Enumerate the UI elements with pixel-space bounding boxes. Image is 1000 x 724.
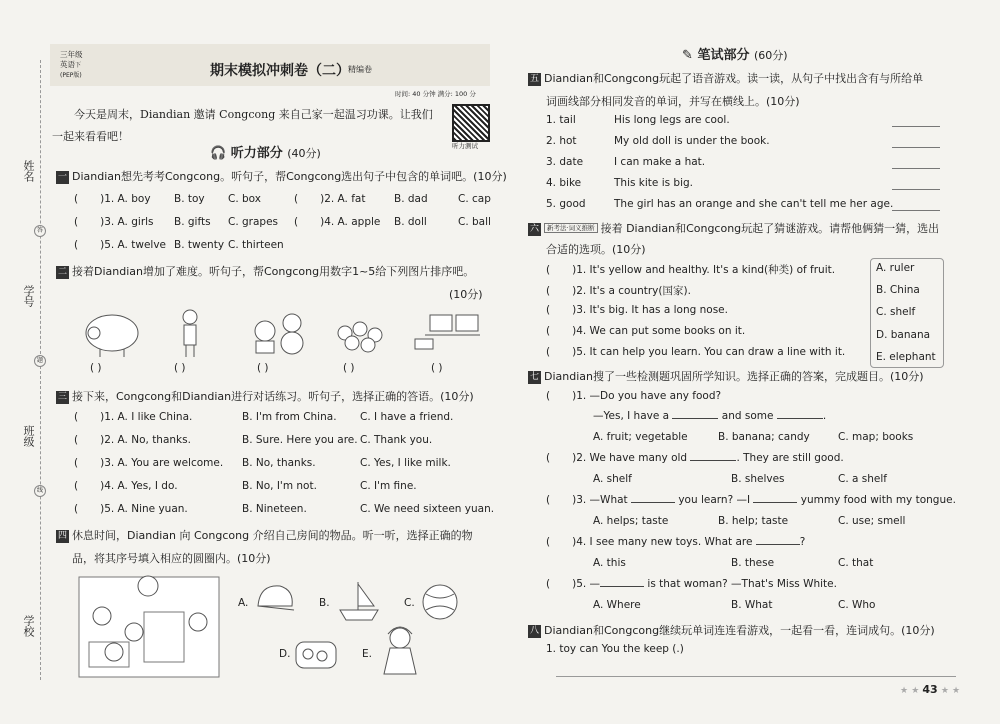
option-label: E. — [362, 648, 372, 660]
question-row: ( )4. A. apple B. doll C. ball — [294, 216, 491, 228]
answer-line[interactable] — [892, 126, 940, 127]
cap-icon — [254, 580, 298, 620]
phonics-sentence: I can make a hat. — [614, 156, 706, 168]
bedroom-illustration — [74, 572, 224, 682]
intro-paragraph: 今天是周末，Diandian 邀请 Congcong 来自己家一起温习功课。让我们一起来看看吧！ — [52, 108, 433, 143]
option-label: D. — [279, 648, 291, 660]
section-3-heading: 三 接下来，Congcong和Diandian进行对话练习。听句子，选择正确的答语。(10分) — [57, 390, 474, 403]
phonics-word: 1. tail — [546, 114, 576, 126]
time-score: 时间: 40 分钟 满分: 100 分 — [395, 90, 476, 98]
option-item: B. China — [876, 284, 920, 296]
mc-option: B. shelves — [731, 473, 785, 485]
option-item: E. elephant — [876, 351, 936, 363]
seal-mark: 答 — [34, 225, 46, 237]
answer-paren[interactable]: ( ) — [174, 362, 186, 374]
qr-label: 听力测试 — [452, 142, 478, 150]
riddle-row: ( )1. It's yellow and healthy. It's a kind(种类) of fruit. — [546, 264, 836, 276]
section-2-heading: 二 接着Diandian增加了难度。听句子，帮Congcong用数字1~5给下列图片排序吧。 — [57, 265, 475, 278]
doll-icon — [380, 624, 420, 680]
riddle-row: ( )4. We can put some books on it. — [546, 325, 746, 337]
doll-and-bear-icon — [255, 314, 303, 354]
mc-option: C. use; smell — [838, 515, 906, 527]
phonics-sentence: His long legs are cool. — [614, 114, 730, 126]
mc-option: A. helps; taste — [593, 515, 669, 527]
mc-question: ( )5. — is that woman? —That's Miss White. — [546, 578, 837, 590]
phonics-word: 5. good — [546, 198, 586, 210]
mc-option: A. this — [593, 557, 626, 569]
option-item: C. shelf — [876, 306, 916, 318]
answer-paren[interactable]: ( ) — [431, 362, 443, 374]
picture-row — [80, 305, 480, 360]
option-label: C. — [404, 597, 415, 609]
word-order-question: 1. toy can You the keep (.) — [546, 643, 684, 655]
answer-paren[interactable]: ( ) — [257, 362, 269, 374]
girl-icon — [183, 310, 197, 357]
mc-question: ( )1. —Do you have any food? — [546, 390, 722, 402]
question-row: ( )3. A. You are welcome. B. No, thanks. C. Yes, I like milk. — [74, 457, 451, 469]
new-question-tag: 新考法·词义推断 — [544, 223, 598, 233]
mc-option: B. these — [731, 557, 775, 569]
number-label: 学号 — [22, 285, 35, 307]
boat-icon — [334, 578, 384, 624]
question-row: ( )2. A. fat B. dad C. cap — [294, 193, 491, 205]
section-6-heading: 六 新考法·词义推断 接着 Diandian和Congcong玩起了猜谜游戏。请帮他俩猜一猜，选出 — [529, 222, 940, 235]
section-1-heading: 一 Diandian想先考考Congcong。听句子，帮Congcong选出句子中包含的单词吧。(10分) — [57, 170, 507, 183]
mc-option: C. Who — [838, 599, 876, 611]
phonics-sentence: This kite is big. — [614, 177, 694, 189]
section-6-heading-cont: 合适的选项。(10分) — [546, 243, 646, 256]
mc-option: A. shelf — [593, 473, 632, 485]
question-row: ( )1. A. boy B. toy C. box — [74, 193, 261, 205]
seal-mark: 题 — [34, 355, 46, 367]
question-row: ( )3. A. girls B. gifts C. grapes — [74, 216, 279, 228]
qr-code-icon[interactable] — [452, 104, 490, 142]
mc-question-cont: —Yes, I have a and some . — [593, 410, 827, 422]
section-4-heading-cont: 品，将其序号填入相应的圆圈内。(10分) — [72, 552, 271, 565]
exam-subtitle: 精编卷 — [348, 65, 372, 74]
phonics-sentence: The girl has an orange and she can't tell me her age. — [614, 198, 894, 210]
riddle-row: ( )5. It can help you learn. You can draw a line with it. — [546, 346, 846, 358]
question-row: ( )2. A. No, thanks. B. Sure. Here you are. C. Thank you. — [74, 434, 433, 446]
pencil-icon: ✎ — [682, 48, 693, 63]
answer-line[interactable] — [892, 210, 940, 211]
question-row: ( )5. A. Nine yuan. B. Nineteen. C. We need sixteen yuan. — [74, 503, 495, 515]
mc-option: C. a shelf — [838, 473, 887, 485]
cut-line — [40, 60, 42, 680]
option-item: A. ruler — [876, 262, 915, 274]
seal-mark: 线 — [34, 485, 46, 497]
section-5-heading-cont: 词画线部分相同发音的单词，并写在横线上。(10分) — [546, 95, 800, 108]
section-5-heading: 五 Diandian和Congcong玩起了语音游戏。读一读，从句子中找出含有与所给单 — [529, 72, 924, 85]
ball-icon — [420, 582, 462, 622]
computers-icon — [415, 315, 480, 349]
answer-line[interactable] — [892, 168, 940, 169]
phonics-sentence: My old doll is under the book. — [614, 135, 770, 147]
mc-option: A. fruit; vegetable — [593, 431, 688, 443]
class-label: 班级 — [22, 425, 35, 447]
question-row: ( )1. A. I like China. B. I'm from China. C. I have a friend. — [74, 411, 454, 423]
mc-option: A. Where — [593, 599, 641, 611]
section-8-heading: 八 Diandian和Congcong继续玩单词连连看游戏，一起看一看，连词成句。(10分) — [529, 624, 935, 637]
answer-line[interactable] — [892, 147, 940, 148]
question-row: ( )5. A. twelve B. twenty C. thirteen — [74, 239, 284, 251]
name-label: 姓名 — [22, 160, 35, 182]
section-4-heading: 四 休息时间，Diandian 向 Congcong 介绍自己房间的物品。听一听，选择正确的物 — [57, 529, 473, 542]
listening-title: 🎧 听力部分 (40分) — [210, 146, 321, 161]
mc-option: B. What — [731, 599, 773, 611]
answer-paren[interactable]: ( ) — [343, 362, 355, 374]
mc-option: B. help; taste — [718, 515, 789, 527]
writing-title: ✎ 笔试部分 (60分) — [682, 48, 788, 63]
piggy-bank-icon — [86, 315, 138, 357]
mc-question: ( )4. I see many new toys. What are ? — [546, 536, 806, 548]
mc-option: C. that — [838, 557, 874, 569]
grade-info: 三年级 英语下 (PEP版) — [60, 50, 83, 79]
mc-option: C. map; books — [838, 431, 914, 443]
binding-margin — [14, 60, 46, 680]
exam-title: 期末模拟冲刺卷（二） — [210, 63, 350, 79]
answer-line[interactable] — [556, 676, 956, 677]
mc-question: ( )2. We have many old . They are still good. — [546, 452, 844, 464]
grapes-icon — [338, 322, 382, 352]
option-label: A. — [238, 597, 249, 609]
section-7-heading: 七 Diandian搜了一些检测题巩固所学知识。选择正确的答案，完成题目。(10分) — [529, 370, 924, 383]
school-label: 学校 — [22, 615, 35, 637]
riddle-row: ( )2. It's a country(国家). — [546, 285, 691, 297]
phonics-word: 3. date — [546, 156, 584, 168]
mc-option: B. banana; candy — [718, 431, 810, 443]
option-item: D. banana — [876, 329, 931, 341]
question-row: ( )4. A. Yes, I do. B. No, I'm not. C. I'm fine. — [74, 480, 417, 492]
section-2-points: (10分) — [449, 288, 483, 301]
phonics-word: 2. hot — [546, 135, 577, 147]
bag-icon — [292, 634, 340, 674]
answer-line[interactable] — [892, 189, 940, 190]
option-label: B. — [319, 597, 330, 609]
answer-paren[interactable]: ( ) — [90, 362, 102, 374]
page-number: ★ ★ 43 ★ ★ — [900, 683, 961, 696]
phonics-word: 4. bike — [546, 177, 582, 189]
mc-question: ( )3. —What you learn? —I yummy food with my tongue. — [546, 494, 956, 506]
riddle-row: ( )3. It's big. It has a long nose. — [546, 304, 728, 316]
headphones-icon: 🎧 — [210, 146, 227, 161]
